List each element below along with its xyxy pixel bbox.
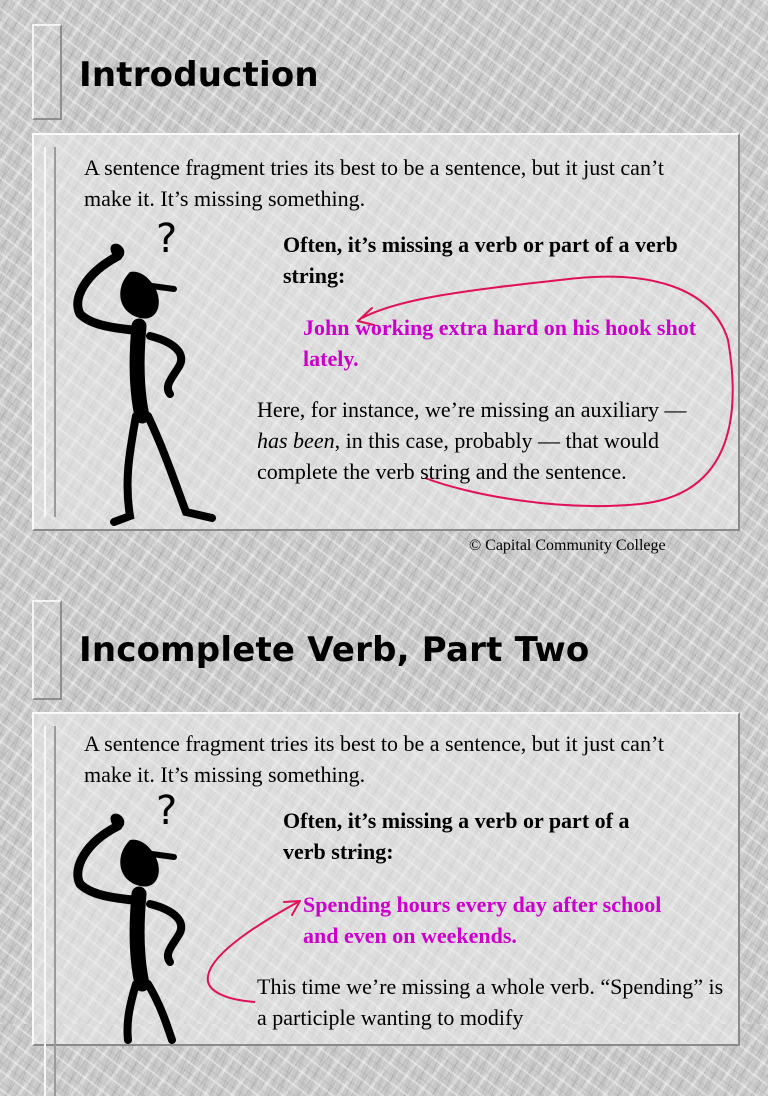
question-mark-icon: ? [156, 788, 178, 834]
explanation-text: This time we’re missing a whole verb. “Spending” is a participle wanting to modify [257, 974, 724, 1030]
question-mark-icon: ? [156, 216, 178, 262]
often-text: Often, it’s missing a verb or part of a verb string: [283, 232, 678, 288]
slide-title: Introduction [79, 55, 319, 95]
intro-text: A sentence fragment tries its best to be a sentence, but it just can’t make it. It’s missing something. [84, 731, 664, 787]
curved-arrow-icon [0, 600, 768, 1024]
example-fragment: John working extra hard on his hook shot lately. [303, 315, 697, 371]
explanation-italic: has been [257, 428, 335, 453]
explanation-text [257, 394, 717, 487]
intro-text: A sentence fragment tries its best to be a sentence, but it just can’t make it. It’s missing something. [84, 155, 664, 211]
slide-title: Incomplete Verb, Part Two [79, 630, 590, 670]
often-text: Often, it’s missing a verb or part of a verb string: [283, 808, 630, 864]
slide-incomplete-verb-part-two [0, 600, 768, 1030]
explanation-after: , in this case, probably — that would complete the verb string and the sentence. [257, 428, 660, 484]
copyright: © Capital Community College [469, 537, 666, 554]
example-fragment: Spending hours every day after school and even on weekends. [303, 892, 662, 948]
explanation-before: Here, for instance, we’re missing an auxiliary — [257, 397, 687, 422]
